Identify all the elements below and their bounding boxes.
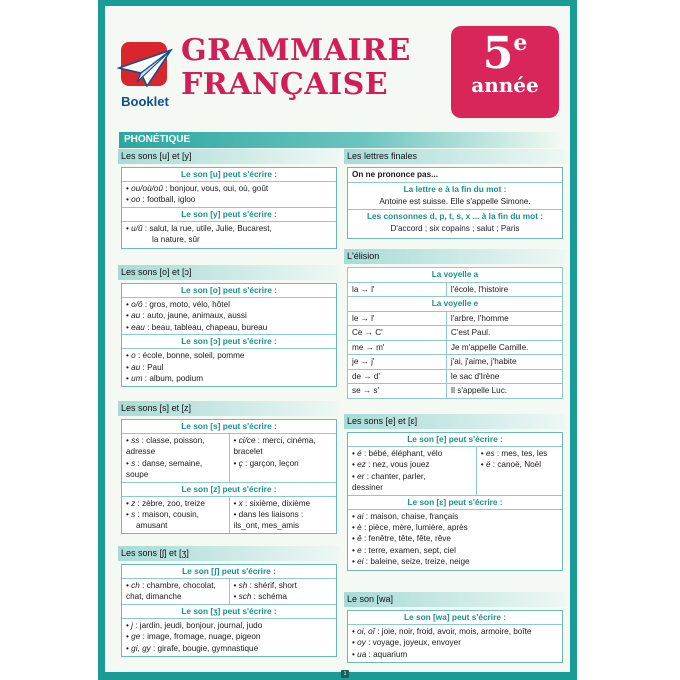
rule-line: ils_ont, mes_amis — [233, 521, 300, 531]
rule-line: soupe — [126, 470, 149, 480]
rule-line: • oi, oî : joie, noir, froid, avoir, mois, armoire, boîte — [352, 627, 532, 636]
section-title: Les sons [o] et [ɔ] — [118, 265, 340, 280]
rule-line: • s : danse, semaine, — [126, 458, 203, 468]
section-sons-e — [344, 414, 566, 571]
rule-heading: Le son [e] peut s'écrire : — [348, 433, 562, 447]
table-row: de → d' le sac d'Irène — [348, 369, 563, 384]
paper-plane-icon — [117, 46, 173, 90]
rule-line: • ç : garçon, leçon — [233, 458, 299, 468]
rule-box — [347, 610, 563, 663]
rule-box — [121, 564, 337, 657]
grade-word: année — [471, 73, 539, 97]
rule-line: • eau : beau, tableau, chapeau, bureau — [126, 322, 268, 332]
rule-line: • é : bébé, éléphant, vélo — [352, 449, 443, 458]
section-sons-u-y — [118, 149, 340, 249]
rule-line: • ez : nez, vous jouez — [352, 460, 430, 470]
rule-line: • è : pièce, mère, lumière, après — [352, 523, 468, 533]
rule-heading: Le son [z] peut s'écrire : — [122, 483, 336, 497]
rule-line: • ge : image, fromage, nuage, pigeon — [126, 632, 261, 642]
rule-line: • ei : baleine, seize, treize, neige — [352, 557, 470, 567]
rule-heading: Le son [s] peut s'écrire : — [122, 420, 336, 434]
table-row: se → s' Il s'appelle Luc. — [348, 384, 563, 399]
rule-line: • au : auto, jaune, animaux, aussi — [126, 311, 247, 321]
rule-box — [121, 167, 337, 249]
table-row: le → l' l'arbre, l'homme — [348, 311, 563, 326]
rule-box — [347, 432, 563, 571]
rule-line: • oy : voyage, joyeux, envoyer — [352, 638, 461, 648]
rule-line: • s : maison, cousin, — [126, 510, 199, 520]
rule-line: bracelet — [233, 447, 263, 457]
rule-heading: Le son [o] peut s'écrire : — [122, 284, 336, 298]
rule-line: • ss : classe, poisson, — [126, 436, 205, 445]
section-son-wa — [344, 592, 566, 663]
section-title: Les sons [ʃ] et [ʒ] — [118, 546, 340, 561]
section-title: Les sons [s] et [z] — [118, 401, 340, 416]
rule-line: la nature, sûr — [152, 235, 200, 245]
rule-line: • ci/ce : merci, cinéma, — [233, 436, 316, 445]
rule-heading: Le son [ʃ] peut s'écrire : — [122, 565, 336, 579]
rule-heading: Le son [wa] peut s'écrire : — [348, 611, 562, 625]
rule-line: • es : mes, tes, les — [480, 449, 548, 458]
section-title: L'élision — [344, 249, 566, 264]
rule-line: • o/ô : gros, moto, vélo, hôtel — [126, 300, 230, 309]
table-row: me → m' Je m'appelle Camille. — [348, 340, 563, 355]
rule-box — [121, 419, 337, 534]
booklet-logo — [117, 42, 169, 118]
page-number: 1 — [341, 670, 349, 678]
section-title: Les sons [u] et [y] — [118, 149, 340, 164]
rule-heading: Le son [y] peut s'écrire : — [122, 207, 336, 222]
section-title: Le son [wa] — [344, 592, 566, 607]
rule-line: dessiner — [352, 483, 383, 493]
rule-line: • ai : maison, chaise, français — [352, 511, 459, 521]
section-title: Les sons [e] et [ɛ] — [344, 414, 566, 429]
rule-line: • ua : aquarium — [352, 649, 408, 659]
rule-line: • u/û : salut, la rue, utile, Julie, Bucarest, — [126, 223, 272, 233]
rule-line: • gi, gy : girafe, bougie, gymnastique — [126, 643, 259, 653]
rule-line: • z : zèbre, zoo, treize — [126, 498, 205, 508]
table-row: Ce → C' C'est Paul. — [348, 326, 563, 341]
rule-example: Antoine est suisse. Elle s'appelle Simone. — [348, 196, 562, 210]
rule-line: • er : chanter, parler, — [352, 471, 426, 481]
rule-line: • um : album, podium — [126, 374, 204, 384]
rule-heading: La voyelle e — [348, 297, 563, 312]
section-lettres-finales — [344, 149, 566, 239]
rule-example: D'accord ; six copains ; salut ; Paris — [390, 224, 520, 234]
rule-line: chat, dimanche — [126, 592, 182, 602]
rule-heading: Le son [ʒ] peut s'écrire : — [122, 605, 336, 619]
rule-line: • o : école, bonne, soleil, pomme — [126, 351, 245, 361]
grade-badge — [451, 26, 559, 118]
rule-line: • ê : fenêtre, tête, fête, rêve — [352, 534, 451, 544]
rule-line: • ch : chambre, chocolat, — [126, 581, 216, 590]
section-elision — [344, 249, 566, 399]
elision-table — [347, 267, 563, 399]
rule-heading: La lettre e à la fin du mot : — [403, 184, 507, 194]
rule-line: • au : Paul — [126, 362, 164, 372]
rule-line: • sh : shérif, short — [233, 581, 297, 590]
rule-line: • sch : schéma — [233, 592, 287, 602]
rule-heading: Les consonnes d, p, t, s, x ... à la fin du mot : — [366, 211, 544, 222]
rule-line: • ou/où/oû : bonjour, vous, oui, où, goût — [126, 184, 269, 193]
rule-heading: Le son [ɔ] peut s'écrire : — [122, 334, 336, 349]
section-title: Les lettres finales — [344, 149, 566, 164]
rule-heading: Le son [u] peut s'écrire : — [122, 168, 336, 182]
table-row: la → l' l'école, l'histoire — [348, 282, 563, 297]
rule-heading: La voyelle a — [348, 268, 563, 283]
rule-line: • dans les liaisons : — [233, 510, 304, 520]
rule-box — [121, 283, 337, 387]
table-row: je → j' j'ai, j'aime, j'habite — [348, 355, 563, 370]
rule-heading: Le son [ɛ] peut s'écrire : — [348, 496, 562, 510]
rule-line: • oo : football, igloo — [126, 195, 196, 205]
rule-line: amusant — [136, 521, 168, 531]
rule-box — [347, 167, 563, 239]
logo-label: Booklet — [121, 94, 169, 109]
rule-intro: On ne prononce pas... — [348, 168, 562, 183]
rule-line: • x : sixième, dixième — [233, 498, 311, 508]
booklet-page — [98, 0, 577, 680]
page-inner — [105, 6, 570, 677]
title-line-1: GRAMMAIRE — [181, 33, 411, 68]
section-sons-sh-j — [118, 546, 340, 657]
grade-number: 5e — [482, 28, 528, 79]
page-title — [181, 34, 411, 102]
rule-line: • ë : canoë, Noël — [480, 460, 542, 470]
title-line-2: FRANÇAISE — [181, 67, 389, 102]
section-sons-s-z — [118, 401, 340, 534]
section-phonetique: PHONÉTIQUE — [119, 132, 565, 148]
rule-line: • j : jardin, jeudi, bonjour, journal, judo — [126, 620, 263, 630]
rule-line: • e : terre, examen, sept, ciel — [352, 545, 456, 555]
section-sons-o — [118, 265, 340, 387]
rule-line: adresse — [126, 447, 156, 457]
